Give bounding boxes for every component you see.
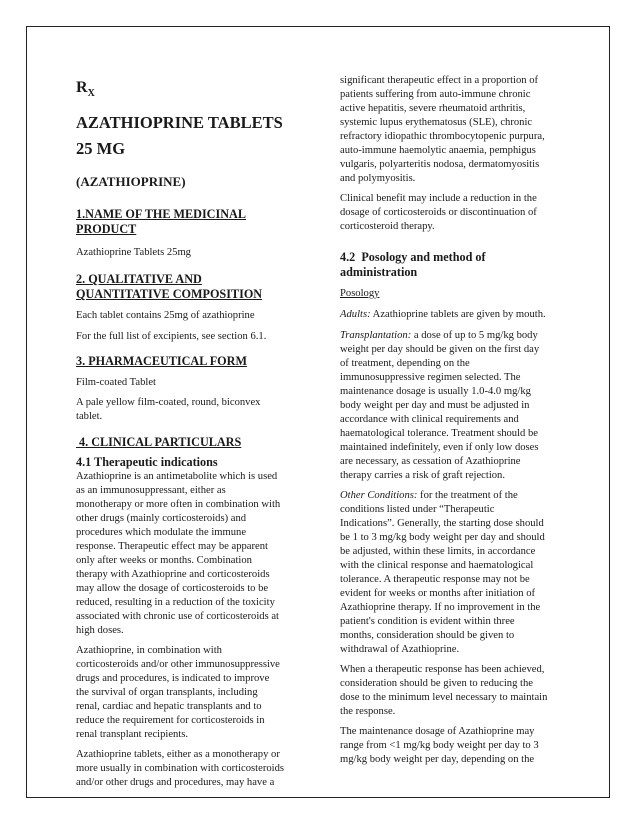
other-conditions-para: Other Conditions: for the treatment of the conditions listed under “Therapeutic Indications”. Generally, the starting dose should be 1 to 3 mg/kg body weight per day and should be adjusted, within these limits, in accordance with the clinical response and haematological tolerance. A therapeutic response may not be evident for weeks or months after initiation of Azathioprine therapy. If no improvement in the patient's condition is evident within three months, consideration should be given to withdrawal of Azathioprine. [340,490,545,655]
indications-continued: significant therapeutic effect in a proportion of patients suffering from auto-immune chronic active hepatitis, severe rheumatoid arthritis, systemic lupus erythematosus (SLE), chronic refractory idiopathic thrombocytopenic purpura, auto-immune haemolytic anaemia, pemphigus vulgaris, polyarteritis nodosa, dermatomyositis and polymyositis. [340,75,545,184]
response-para: When a therapeutic response has been achieved, consideration should be given to reducing the dose to the minimum level necessary to maintain the response. [340,664,548,717]
section-2-heading: 2. QUALITATIVE AND QUANTITATIVE COMPOSITION [76,272,263,302]
section-1-heading: 1.NAME OF THE MEDICINAL PRODUCT [76,207,246,237]
left-column [76,76,308,790]
posology-label: Posology [340,288,380,299]
section-2-p1: Each tablet contains 25mg of azathioprine [76,310,255,322]
product-title: AZATHIOPRINE TABLETS [76,113,283,133]
transplantation-para: Transplantation: a dose of up to 5 mg/kg body weight per day should be given on the first day of treatment, depending on the immunosuppressive regimen selected. The maintenance dosage is usually 1.0-4.0 mg/kg body weight per day and must be adjusted in accordance with clinical requirements and haematological tolerance. Treatment should be maintained indefinitely, even if only low doses are necessary, as cessation of Azathioprine therapy carries a risk of graft rejection. [340,330,540,481]
section-1-text: Azathioprine Tablets 25mg [76,247,191,259]
section-3-p2: A pale yellow film-coated, round, biconvex tablet. [76,397,261,423]
section-4-1-para1: Azathioprine is an antimetabolite which is used as an immunosuppressant, either as monotherapy or more often in combination with other drugs (mainly corticosteroids) and procedures which modulate the immune response. Therapeutic effect may be apparent only after weeks or months. Combination therapy with Azathioprine and corticosteroids may allow the dosage of corticosteroids to be reduced, resulting in a reduction of the toxicity associated with chronic use of corticosteroids at high doses. [76,471,281,637]
section-4-1-heading: 4.1 Therapeutic indications [76,455,218,470]
section-2-p2: For the full list of excipients, see section 6.1. [76,331,267,343]
product-strength: 25 MG [76,139,126,159]
section-4-1-para3: Azathioprine tablets, either as a monotherapy or more usually in combination with corticosteroids and/or other drugs and procedures, may have a [76,749,285,789]
adults-para: Adults: Azathioprine tablets are given by mouth. [340,309,546,320]
generic-name: (AZATHIOPRINE) [76,174,186,190]
section-3-heading: 3. PHARMACEUTICAL FORM [76,354,247,369]
section-4-heading: 4. CLINICAL PARTICULARS [76,435,242,450]
right-column [340,74,572,767]
section-4-1-para2: Azathioprine, in combination with corticosteroids and/or other immunosuppressive drugs and procedures, is indicated to improve the survival of organ transplants, including renal, cardiac and hepatic transplants and to reduce the requirement for corticosteroids in renal transplant recipients. [76,645,280,741]
section-3-p1: Film-coated Tablet [76,377,156,389]
maintenance-para: The maintenance dosage of Azathioprine may range from <1 mg/kg body weight per day to 3 mg/kg body weight per day, depending on the [340,726,539,765]
clinical-benefit-para: Clinical benefit may include a reduction in the dosage of corticosteroids or discontinuation of corticosteroid therapy. [340,193,537,232]
rx-symbol: $R_X$ [76,79,95,100]
section-4-2-heading: 4.2 Posology and method of administration [340,250,486,279]
